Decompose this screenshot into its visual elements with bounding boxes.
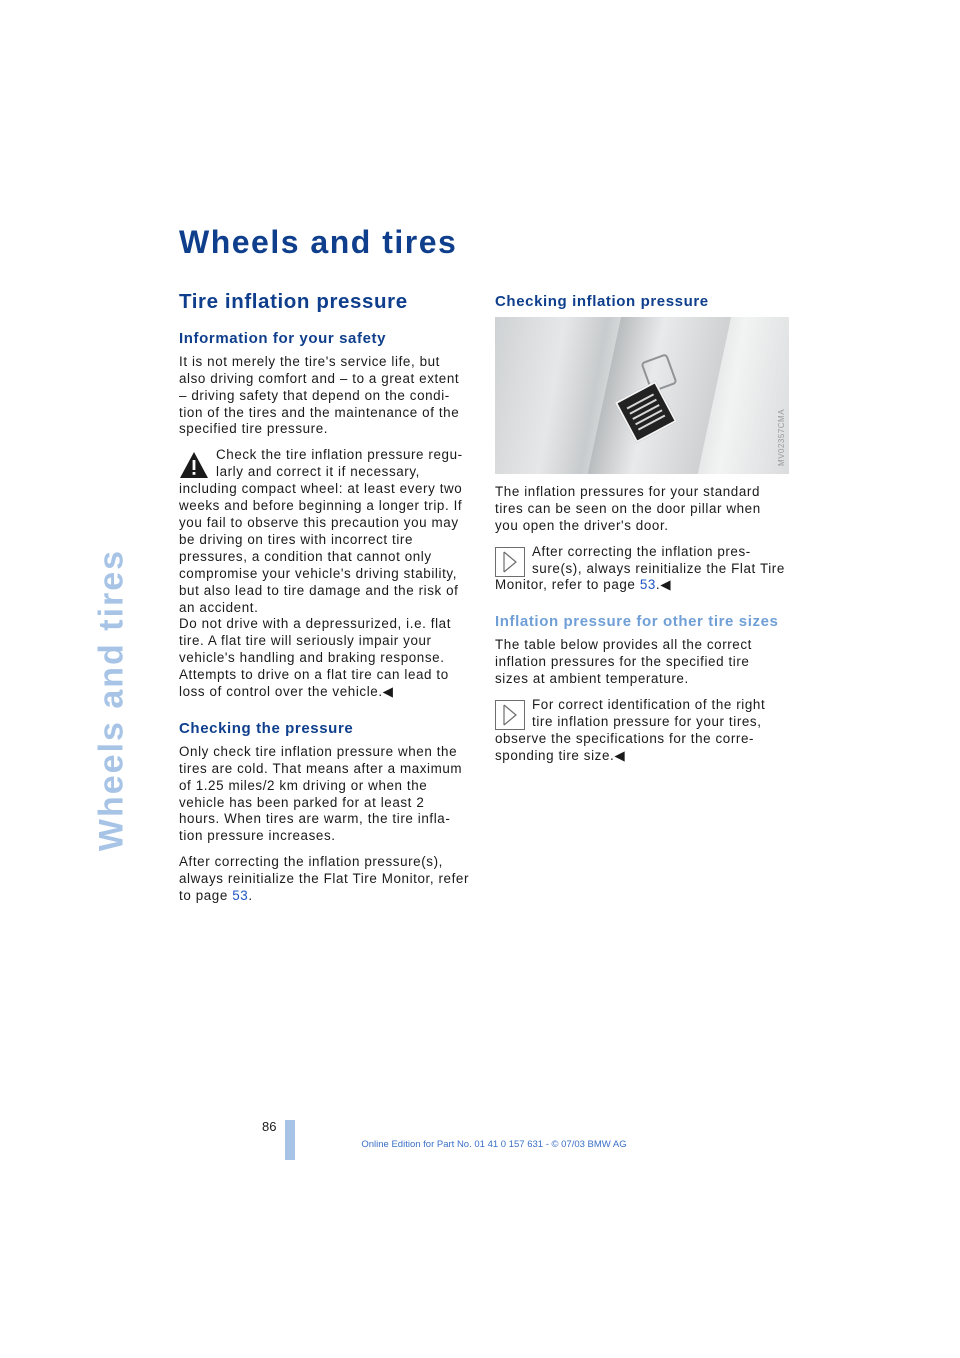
page-link[interactable]: 53 — [232, 888, 249, 904]
chapter-side-tab: Wheels and tires — [92, 548, 131, 852]
checking-pressure-paragraph: Only check tire inflation pressure when the tires are cold. That means after a maximum of 1.25 miles/2 km driving or when the vehicle has been parked for at least 2 hours. When tires are warm, the tire infla-tion pressure increases. — [179, 743, 463, 844]
safety-warning — [179, 447, 469, 701]
warning-icon — [179, 450, 209, 480]
right-column — [495, 294, 785, 774]
note-arrow-icon — [495, 700, 525, 730]
safety-paragraph: It is not merely the tire's service life, but also driving comfort and – to a great extent – driving safety that depend on the condi-tion of the tires and the maintenance of the specified tire pressure. — [179, 353, 460, 437]
page-link[interactable]: 53 — [639, 577, 656, 593]
footer-edition: Online Edition for Part No. 01 41 0 157 631 - © 07/03 BMW AG — [361, 1139, 627, 1150]
identification-note: For correct identification of the right tire inflation pressure for your tires, observe the specifications for the corre-sponding tire size.◀ — [495, 696, 766, 763]
page-number: 86 — [262, 1119, 277, 1134]
reinitialize-paragraph: After correcting the inflation pressure(s), always reinitialize the Flat Tire Monitor, refer to page 53. — [179, 854, 470, 904]
other-sizes-paragraph: The table below provides all the correct inflation pressures for the specified tire sizes at ambient temperature. — [495, 637, 752, 687]
chapter-title: Wheels and tires — [179, 224, 458, 260]
warning-text-flat-tire: Do not drive with a depressurized, i.e. flat tire. A flat tire will seriously impair your vehicle's handling and braking response. Attempts to drive on a flat tire can lead to loss of control over the vehicle.◀ — [179, 616, 452, 700]
warning-text: Check the tire inflation pressure regu-larly and correct it if necessary, including compact wheel: at least every two weeks and before beginning a longer trip. If you fail to observe this precaution you may be driving on tires with incorrect tire pressures, a condition that cannot only compromise your vehicle's driving stability, but also lead to tire damage and the risk of an accident. — [179, 447, 463, 615]
checking-inflation-heading: Checking inflation pressure — [495, 293, 709, 310]
left-column — [179, 290, 470, 914]
safety-heading: Information for your safety — [179, 329, 387, 347]
other-sizes-heading: Inflation pressure for other tire sizes — [495, 613, 779, 631]
reinitialize-note: After correcting the inflation pres-sure(s), always reinitialize the Flat Tire Monitor, refer to page 53.◀ — [495, 543, 785, 593]
checking-pressure-heading: Checking the pressure — [179, 719, 354, 737]
section-title: Tire inflation pressure — [179, 290, 408, 313]
note-arrow-icon — [495, 547, 525, 577]
door-pillar-paragraph: The inflation pressures for your standard tires can be seen on the door pillar when you open the driver's door. — [495, 483, 761, 533]
image-code: MV02357CMA — [777, 408, 787, 466]
door-pillar-photo — [495, 317, 789, 474]
